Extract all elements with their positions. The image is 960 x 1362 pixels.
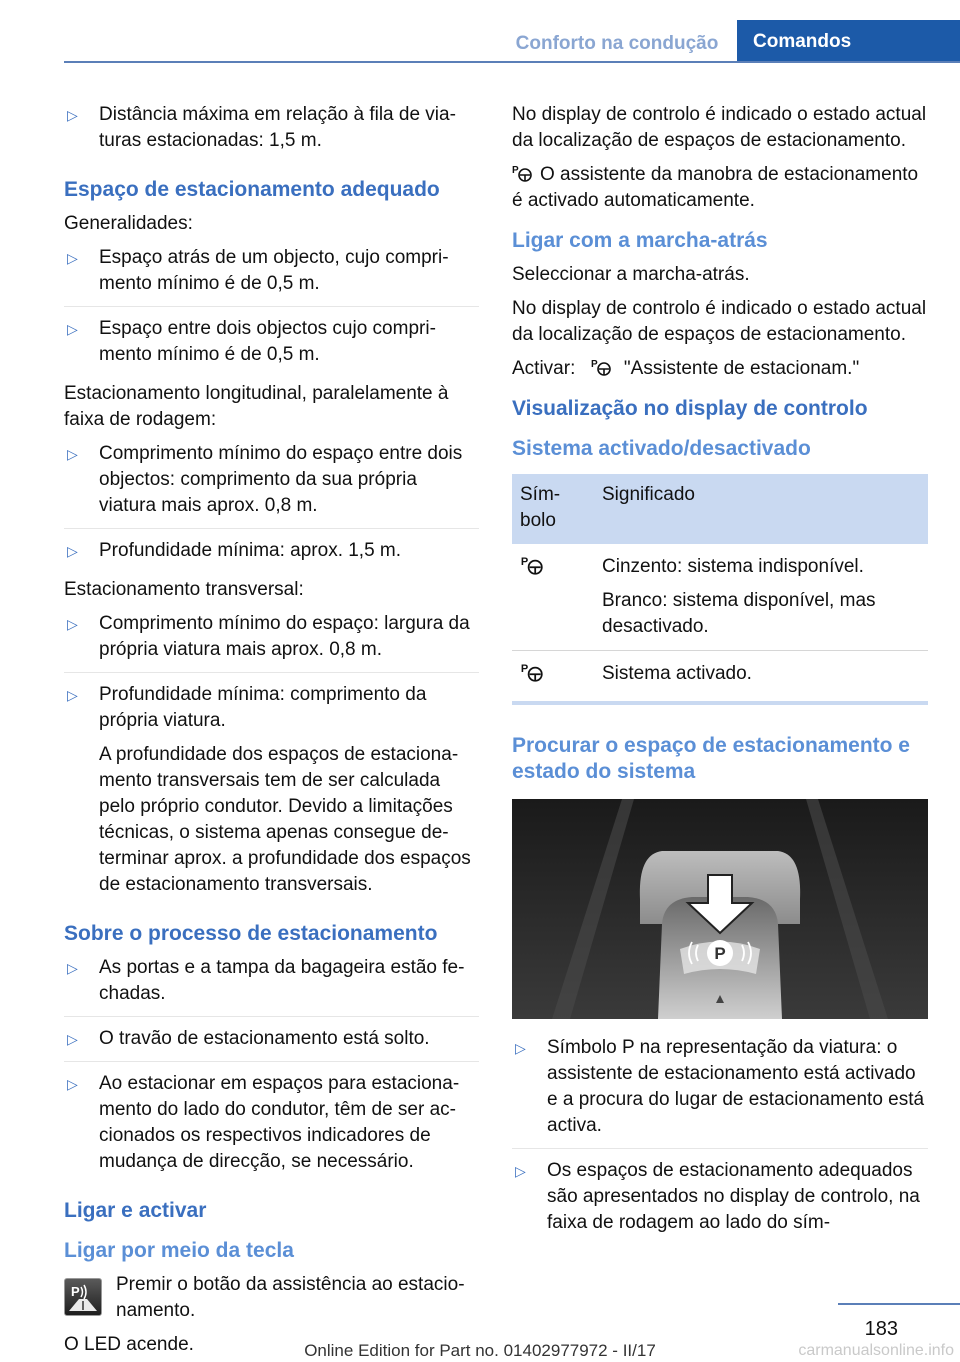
activate-label: Activar: xyxy=(512,358,576,379)
heading-sistema: Sistema activado/desactivado xyxy=(512,437,811,460)
longitudinal-label: Estacionamento longitudinal, paralelamente à faixa de rodagem: xyxy=(64,383,449,430)
parking-assist-button-icon xyxy=(64,1278,102,1316)
meaning-white: Branco: sistema disponível, mas desactivado. xyxy=(602,590,876,637)
header-tab: Comandos xyxy=(737,20,960,63)
header-section-title: Conforto na condução xyxy=(515,33,719,54)
list-item: ▷ Comprimento mínimo do espaço: largura da própria viatura mais aprox. 0,8 m. xyxy=(64,611,479,673)
list-item: ▷ Símbolo P na representação da viatura: o assistente de estacionamento está activado e a procura do lugar de estacionamento está activa. xyxy=(512,1035,928,1149)
left-column xyxy=(64,102,479,1362)
page-number-rule xyxy=(838,1303,960,1305)
edition-text: Online Edition for Part no. 01402977972 - II/17 xyxy=(304,1341,656,1360)
generalidades-label: Generalidades: xyxy=(64,213,193,234)
list-item: ▷ Os espaços de estacionamento adequados são apresentados no display de controlo, na faixa de rodagem ao lado do sím- xyxy=(512,1158,928,1245)
meaning-grey: Cinzento: sistema indisponível. xyxy=(602,556,864,577)
watermark: carmanualsonline.info xyxy=(798,1342,954,1359)
svg-text:P: P xyxy=(520,556,529,568)
list-item: ▷ As portas e a tampa da bagageira estão fechadas. xyxy=(64,955,479,1017)
table-row xyxy=(512,544,928,651)
display-status-text-2: No display de controlo é indicado o estado actual da localização de espaços de estacionamento. xyxy=(512,298,927,345)
list-item: ▷ O travão de estacionamento está solto. xyxy=(64,1026,479,1062)
heading-tecla: Ligar por meio da tecla xyxy=(64,1239,294,1262)
footer xyxy=(0,1338,960,1362)
table-header-row xyxy=(512,474,928,544)
list-item: ▷ Espaço entre dois objectos cujo comprimento mínimo é de 0,5 m. xyxy=(64,316,479,377)
parking-search-display-image xyxy=(512,799,928,1019)
parking-assistant-icon xyxy=(520,554,546,576)
parking-assistant-active-icon xyxy=(520,661,546,683)
result-bullet-list xyxy=(512,1035,928,1245)
process-bullet-list xyxy=(64,955,479,1184)
right-column xyxy=(512,102,928,1249)
heading-processo: Sobre o processo de estacionamento xyxy=(64,922,438,945)
car-p-symbol: P xyxy=(714,944,726,963)
parking-button-row xyxy=(64,1272,479,1324)
list-item: ▷ Comprimento mínimo do espaço entre dois objectos: comprimento da sua própria viatura mais aprox. 0,8 m. xyxy=(64,441,479,529)
parking-assistant-icon xyxy=(591,357,613,377)
heading-ligar: Ligar e activar xyxy=(64,1199,207,1222)
svg-text:P: P xyxy=(520,663,529,675)
list-item: ▷ Distância máxima em relação à fila de viaturas estacionadas: 1,5 m. xyxy=(64,102,479,163)
page-number: 183 xyxy=(864,1318,898,1340)
heading-visualizacao: Visualização no display de controlo xyxy=(512,397,868,420)
column-header-symbol: Símbolo xyxy=(512,474,594,544)
activate-line xyxy=(512,356,928,382)
auto-activation-text xyxy=(512,162,928,214)
general-bullet-list xyxy=(64,245,479,377)
list-item xyxy=(64,682,479,907)
heading-adequado: Espaço de estacionamento adequado xyxy=(64,178,440,201)
longitudinal-bullet-list xyxy=(64,441,479,573)
svg-text:P: P xyxy=(590,359,598,370)
list-item: ▷ Ao estacionar em espaços para estacionamento do lado do condutor, têm de ser accionados os respectivos indicadores de mudança de direcção, se necessário. xyxy=(64,1071,479,1184)
table-row xyxy=(512,651,928,704)
button-instruction: Premir o botão da assistência ao estacionamento. xyxy=(116,1274,465,1321)
svg-text:P: P xyxy=(512,165,519,176)
meaning-active: Sistema activado. xyxy=(594,651,928,704)
symbol-table xyxy=(512,474,928,705)
led-text: O LED acende. xyxy=(64,1334,194,1355)
transversal-label: Estacionamento transversal: xyxy=(64,579,304,600)
display-status-text: No display de controlo é indicado o estado actual da localização de espaços de estacionamento. xyxy=(512,104,927,151)
select-reverse-text: Seleccionar a marcha-atrás. xyxy=(512,264,750,285)
intro-bullet-list xyxy=(64,102,479,163)
heading-marcha: Ligar com a marcha-atrás xyxy=(512,229,768,252)
transversal-bullet-list xyxy=(64,611,479,907)
list-item: ▷ Profundidade mínima: aprox. 1,5 m. xyxy=(64,538,479,573)
svg-text:P: P xyxy=(71,1284,80,1299)
transversal-note: A profundidade dos espaços de estacionamento transversais tem de ser calculada pelo próprio condutor. Devido a limitações técnicas, o sistema apenas consegue determinar aprox. a profundidade dos espaços de estacionamento transversais. xyxy=(99,744,471,895)
parking-assistant-icon xyxy=(512,163,534,183)
activate-menu-value: "Assistente de estacionam." xyxy=(623,358,860,379)
heading-procurar: Procurar o espaço de estacionamento e estado do sistema xyxy=(512,734,910,783)
list-item-text: ▷ Profundidade mínima: comprimento da própria viatura. xyxy=(99,684,427,731)
auto-activation-label: O assistente da manobra de estacionamento é activado automaticamente. xyxy=(512,164,919,211)
column-header-meaning: Significado xyxy=(594,474,928,544)
list-item: ▷ Espaço atrás de um objecto, cujo comprimento mínimo é de 0,5 m. xyxy=(64,245,479,307)
header-rule xyxy=(64,61,960,63)
